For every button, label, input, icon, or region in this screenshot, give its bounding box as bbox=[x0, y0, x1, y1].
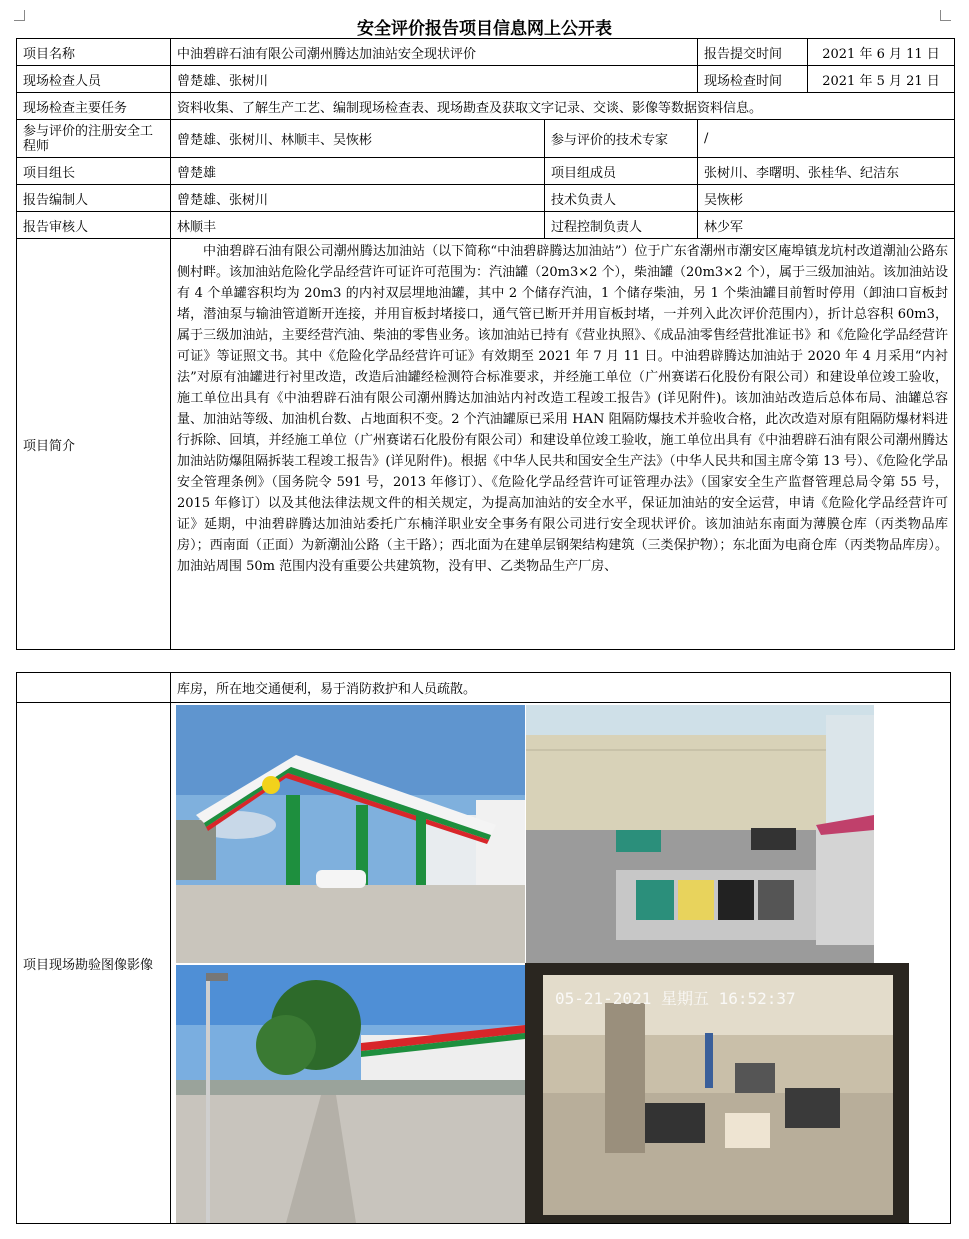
label-tech-lead: 技术负责人 bbox=[545, 185, 698, 212]
value-submit-time: 2021 年 6 月 11 日 bbox=[808, 39, 955, 66]
label-intro: 项目简介 bbox=[17, 239, 171, 650]
intro-cell bbox=[171, 239, 955, 650]
crop-mark-top-left bbox=[14, 10, 25, 21]
label-writer: 报告编制人 bbox=[17, 185, 171, 212]
table-row bbox=[17, 703, 951, 1224]
value-inspect-time: 2021 年 5 月 21 日 bbox=[808, 66, 955, 93]
label-reviewer: 报告审核人 bbox=[17, 212, 171, 239]
value-tasks: 资料收集、了解生产工艺、编制现场检查表、现场勘查及获取文字记录、交谈、影像等数据资料信息。 bbox=[171, 93, 955, 120]
table-row bbox=[17, 212, 955, 239]
info-table bbox=[16, 38, 955, 650]
value-experts: / bbox=[698, 120, 955, 158]
photos-cell bbox=[171, 703, 951, 1224]
table-row bbox=[17, 120, 955, 158]
value-members: 张树川、李曙明、张桂华、纪洁东 bbox=[698, 158, 955, 185]
value-leader: 曾楚雄 bbox=[171, 158, 545, 185]
table-row bbox=[17, 239, 955, 650]
label-members: 项目组成员 bbox=[545, 158, 698, 185]
crop-mark-top-right bbox=[940, 10, 951, 21]
photo-table bbox=[16, 672, 951, 1224]
label-photos: 项目现场勘验图像影像 bbox=[17, 703, 171, 1224]
table-row bbox=[17, 673, 951, 703]
value-engineers: 曾楚雄、张树川、林顺丰、吴恢彬 bbox=[171, 120, 545, 158]
table-row bbox=[17, 185, 955, 212]
intro-continued: 库房，所在地交通便利，易于消防救护和人员疏散。 bbox=[171, 673, 951, 703]
label-submit-time: 报告提交时间 bbox=[698, 39, 808, 66]
label-leader: 项目组长 bbox=[17, 158, 171, 185]
cctv-timestamp: 05-21-2021 星期五 16:52:37 bbox=[555, 989, 796, 1008]
value-process-lead: 林少军 bbox=[698, 212, 955, 239]
label-inspect-time: 现场检查时间 bbox=[698, 66, 808, 93]
intro-paragraph: 中油碧辟石油有限公司潮州腾达加油站（以下简称“中油碧辟腾达加油站”）位于广东省潮州市潮安区庵埠镇龙坑村改道潮汕公路东侧村畔。该加油站危险化学品经营许可证许可范围为：汽油罐（20m3×2 个），柴油罐（20m3×2 个），属于三级加油站。该加油站设有 4 个单罐容积均为 20m3 的内衬双层埋地油罐，其中 2 个储存汽油，1 个储存柴油，另 1 个柴油罐目前暂时停用（卸油口盲板封堵，潜油泵与输油管道断开连接，并用盲板封堵接口，通气管已断开并用盲板封堵，一并列入此次评价范围内），折计总容积 60m3，属于三级加油站，主要经营汽油、柴油的零售业务。该加油站已持有《营业执照》、《成品油零售经营批准证书》和《危险化学品经营许可证》等证照文书。其中《危险化学品经营许可证》有效期至 2021 年 7 月 11 日。中油碧辟腾达加油站于 2020 年 4 月采用“内衬法”对原有油罐进行衬里改造，改造后油罐经检测符合标准要求，并经施工单位（广州赛诺石化股份有限公司）和建设单位竣工验收，施工单位出具有《中油碧辟石油有限公司潮州腾达加油站内衬改造工程竣工报告》(详见附件)。该加油站改造后总体布局、油罐总容量、加油站等级、加油机台数、占地面积不变。2 个汽油罐原已采用 HAN 阻隔防爆技术并验收合格，此次改造对原有阻隔防爆材料进行拆除、回填，并经施工单位（广州赛诺石化股份有限公司）和建设单位竣工验收，施工单位出具有《中油碧辟石油有限公司潮州腾达加油站防爆阻隔拆装工程竣工报告》(详见附件)。根据《中华人民共和国安全生产法》（中华人民共和国主席令第 13 号）、《危险化学品安全管理条例》（国务院令 591 号，2013 年修订）、《危险化学品经营许可证管理办法》（国家安全生产监督管理总局令第 55 号，2015 年修订）以及其他法律法规文件的相关规定，为提高加油站的安全水平，保证加油站的安全运营，申请《危险化学品经营许可证》延期，中油碧辟腾达加油站委托广东楠洋职业安全事务有限公司进行安全现状评价。该加油站东南面为薄膜仓库（丙类物品库房）；西南面（正面）为新潮汕公路（主干路）；西北面为在建单层钢架结构建筑（三类保护物）；东北面为电商仓库（丙类物品库房）。加油站周围 50m 范围内没有重要公共建筑物，没有甲、乙类物品生产厂房、 bbox=[177, 244, 949, 574]
tank-area-photo-icon bbox=[526, 705, 874, 963]
label-project-name: 项目名称 bbox=[17, 39, 171, 66]
value-project-name: 中油碧辟石油有限公司潮州腾达加油站安全现状评价 bbox=[171, 39, 698, 66]
value-writer: 曾楚雄、张树川 bbox=[171, 185, 545, 212]
label-inspectors: 现场检查人员 bbox=[17, 66, 171, 93]
value-inspectors: 曾楚雄、张树川 bbox=[171, 66, 698, 93]
page-title: 安全评价报告项目信息网上公开表 bbox=[357, 19, 612, 39]
label-experts: 参与评价的技术专家 bbox=[545, 120, 698, 158]
label-process-lead: 过程控制负责人 bbox=[545, 212, 698, 239]
table-row bbox=[17, 158, 955, 185]
value-reviewer: 林顺丰 bbox=[171, 212, 545, 239]
table-row bbox=[17, 66, 955, 93]
table-row bbox=[17, 39, 955, 66]
value-tech-lead: 吴恢彬 bbox=[698, 185, 955, 212]
label-tasks: 现场检查主要任务 bbox=[17, 93, 171, 120]
gas-station-photo-icon bbox=[176, 705, 525, 963]
blank-label-cell bbox=[17, 673, 171, 703]
station-yard-photo-icon bbox=[176, 965, 525, 1223]
table-row bbox=[17, 93, 955, 120]
label-engineers: 参与评价的注册安全工程师 bbox=[17, 120, 171, 158]
